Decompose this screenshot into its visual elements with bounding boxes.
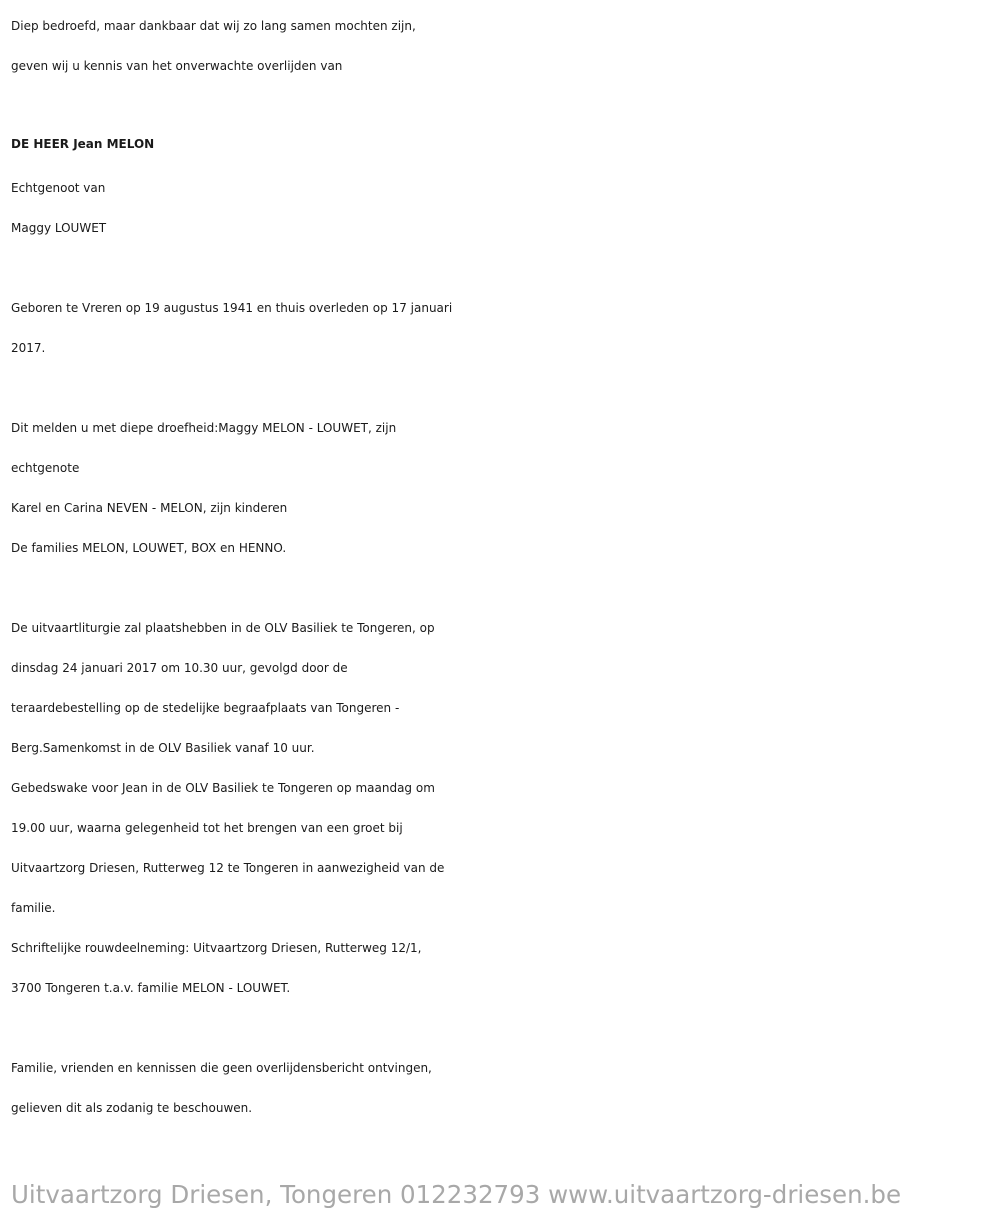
family-line: Karel en Carina NEVEN - MELON, zijn kinderen bbox=[11, 501, 288, 515]
family-paragraph bbox=[11, 408, 986, 568]
funeral-home-footer: Uitvaartzorg Driesen, Tongeren 012232793 www.uitvaartzorg-driesen.be bbox=[11, 1180, 902, 1209]
funeral-line: Gebedswake voor Jean in de OLV Basiliek te Tongeren op maandag om bbox=[11, 781, 435, 795]
funeral-line: familie. bbox=[11, 901, 56, 915]
closing-line: gelieven dit als zodanig te beschouwen. bbox=[11, 1101, 253, 1115]
funeral-line: Uitvaartzorg Driesen, Rutterweg 12 te Tongeren in aanwezigheid van de bbox=[11, 861, 445, 875]
family-line: echtgenote bbox=[11, 461, 80, 475]
spouse-name: Maggy LOUWET bbox=[11, 221, 107, 235]
funeral-line: teraardebestelling op de stedelijke begraafplaats van Tongeren - bbox=[11, 701, 400, 715]
spacer bbox=[11, 1008, 986, 1048]
birth-death-paragraph bbox=[11, 288, 986, 368]
closing-paragraph bbox=[11, 1048, 986, 1128]
funeral-paragraph bbox=[11, 608, 986, 1008]
spacer bbox=[11, 568, 986, 608]
spacer bbox=[11, 368, 986, 408]
funeral-line: 19.00 uur, waarna gelegenheid tot het brengen van een groet bij bbox=[11, 821, 403, 835]
family-line: De families MELON, LOUWET, BOX en HENNO. bbox=[11, 541, 287, 555]
birth-death-line: Geboren te Vreren op 19 augustus 1941 en thuis overleden op 17 januari bbox=[11, 301, 453, 315]
funeral-line: De uitvaartliturgie zal plaatshebben in de OLV Basiliek te Tongeren, op bbox=[11, 621, 435, 635]
funeral-line: dinsdag 24 januari 2017 om 10.30 uur, gevolgd door de bbox=[11, 661, 348, 675]
intro-paragraph bbox=[11, 6, 986, 86]
funeral-line: Berg.Samenkomst in de OLV Basiliek vanaf 10 uur. bbox=[11, 741, 315, 755]
obituary-document bbox=[11, 6, 986, 1128]
deceased-name: DE HEER Jean MELON bbox=[11, 137, 155, 151]
intro-line: Diep bedroefd, maar dankbaar dat wij zo lang samen mochten zijn, bbox=[11, 19, 416, 33]
family-line: Dit melden u met diepe droefheid:Maggy MELON - LOUWET, zijn bbox=[11, 421, 397, 435]
spouse-block bbox=[11, 168, 986, 248]
funeral-line: Schriftelijke rouwdeelneming: Uitvaartzorg Driesen, Rutterweg 12/1, bbox=[11, 941, 422, 955]
funeral-line: 3700 Tongeren t.a.v. familie MELON - LOUWET. bbox=[11, 981, 291, 995]
birth-death-line: 2017. bbox=[11, 341, 46, 355]
spacer bbox=[11, 248, 986, 288]
closing-line: Familie, vrienden en kennissen die geen overlijdensbericht ontvingen, bbox=[11, 1061, 432, 1075]
spouse-label: Echtgenoot van bbox=[11, 181, 106, 195]
intro-line: geven wij u kennis van het onverwachte overlijden van bbox=[11, 59, 343, 73]
